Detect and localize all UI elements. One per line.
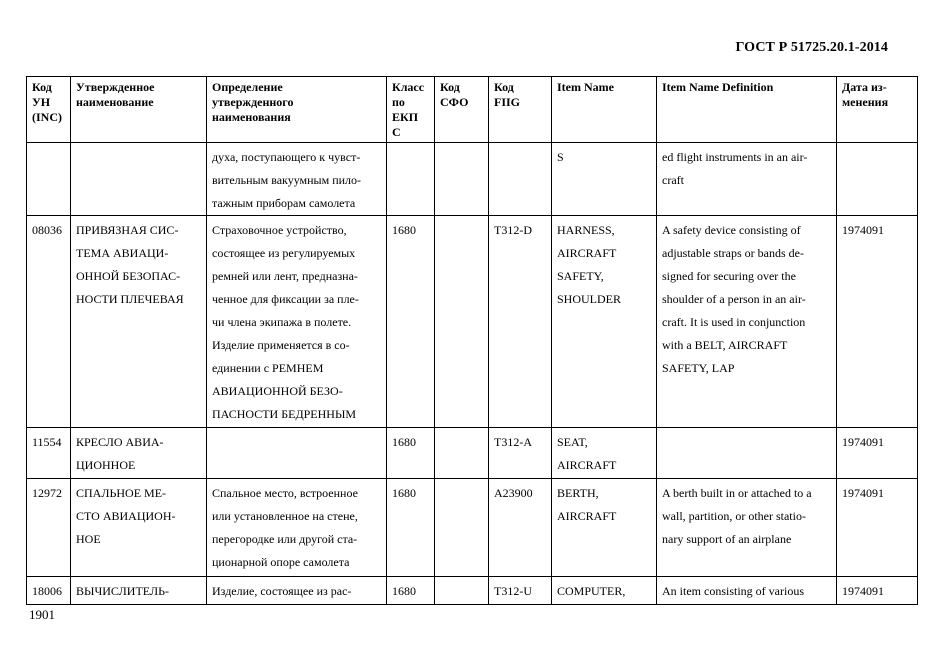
fiig-cell: A23900	[489, 479, 552, 577]
classification-table	[26, 76, 918, 605]
item-definition-cell: A safety device consisting of adjustable straps or bands de- signed for securing over the shoulder of a person in an air- craft. It is used in conjunction with a BELT, AIRCRAFT SAFETY, LAP	[657, 216, 837, 428]
document-title: ГОСТ Р 51725.20.1-2014	[735, 40, 888, 55]
date-cell: 1974091	[837, 479, 918, 577]
definition-cell	[207, 428, 387, 479]
inc-cell	[27, 143, 71, 216]
header-cell: Код УН (INC)	[27, 77, 71, 143]
item-definition-cell: A berth built in or attached to a wall, partition, or other statio- nary support of an airplane	[657, 479, 837, 577]
table-row	[27, 479, 918, 577]
inc-cell: 18006	[27, 577, 71, 605]
header-cell: Код FIIG	[489, 77, 552, 143]
item-name-cell: COMPUTER,	[552, 577, 657, 605]
sfo-cell	[435, 428, 489, 479]
header-cell: Item Name	[552, 77, 657, 143]
fiig-cell	[489, 143, 552, 216]
date-cell: 1974091	[837, 577, 918, 605]
fiig-cell: T312-U	[489, 577, 552, 605]
fiig-cell: T312-D	[489, 216, 552, 428]
name-cell: ПРИВЯЗНАЯ СИС- ТЕМА АВИАЦИ- ОННОЙ БЕЗОПАС- НОСТИ ПЛЕЧЕВАЯ	[71, 216, 207, 428]
sfo-cell	[435, 577, 489, 605]
name-cell: СПАЛЬНОЕ МЕ- СТО АВИАЦИОН- НОЕ	[71, 479, 207, 577]
inc-cell: 11554	[27, 428, 71, 479]
item-name-cell: HARNESS, AIRCRAFT SAFETY, SHOULDER	[552, 216, 657, 428]
header-cell: Код СФО	[435, 77, 489, 143]
sfo-cell	[435, 216, 489, 428]
header-cell: Утвержденное наименование	[71, 77, 207, 143]
class-cell: 1680	[387, 479, 435, 577]
item-name-cell: SEAT, AIRCRAFT	[552, 428, 657, 479]
table-row	[27, 143, 918, 216]
table-row	[27, 428, 918, 479]
item-name-cell: S	[552, 143, 657, 216]
class-cell: 1680	[387, 216, 435, 428]
fiig-cell: T312-A	[489, 428, 552, 479]
class-cell: 1680	[387, 577, 435, 605]
table-row	[27, 216, 918, 428]
header-cell: Определение утвержденного наименования	[207, 77, 387, 143]
item-name-cell: BERTH, AIRCRAFT	[552, 479, 657, 577]
header-cell: Item Name Definition	[657, 77, 837, 143]
class-cell	[387, 143, 435, 216]
name-cell	[71, 143, 207, 216]
date-cell: 1974091	[837, 216, 918, 428]
sfo-cell	[435, 143, 489, 216]
inc-cell: 12972	[27, 479, 71, 577]
page-number: 1901	[29, 607, 55, 622]
item-definition-cell: An item consisting of various	[657, 577, 837, 605]
item-definition-cell	[657, 428, 837, 479]
item-definition-cell: ed flight instruments in an air- craft	[657, 143, 837, 216]
table-row	[27, 577, 918, 605]
date-cell: 1974091	[837, 428, 918, 479]
definition-cell: Страховочное устройство, состоящее из регулируемых ремней или лент, предназна- ченное для фиксации за пле- чи члена экипажа в полете. Изделие применяется в со- единении с РЕМНЕМ АВИАЦИОННОЙ БЕЗО- ПАСНОСТИ БЕДРЕННЫМ	[207, 216, 387, 428]
date-cell	[837, 143, 918, 216]
name-cell: ВЫЧИСЛИТЕЛЬ-	[71, 577, 207, 605]
header-cell: Дата из- менения	[837, 77, 918, 143]
header-cell: Класс по ЕКП С	[387, 77, 435, 143]
table-header-row	[27, 77, 918, 143]
definition-cell: Спальное место, встроенное или установленное на стене, перегородке или другой ста- ционарной опоре самолета	[207, 479, 387, 577]
class-cell: 1680	[387, 428, 435, 479]
definition-cell: духа, поступающего к чувст- вительным вакуумным пило- тажным приборам самолета	[207, 143, 387, 216]
name-cell: КРЕСЛО АВИА- ЦИОННОЕ	[71, 428, 207, 479]
definition-cell: Изделие, состоящее из рас-	[207, 577, 387, 605]
sfo-cell	[435, 479, 489, 577]
inc-cell: 08036	[27, 216, 71, 428]
